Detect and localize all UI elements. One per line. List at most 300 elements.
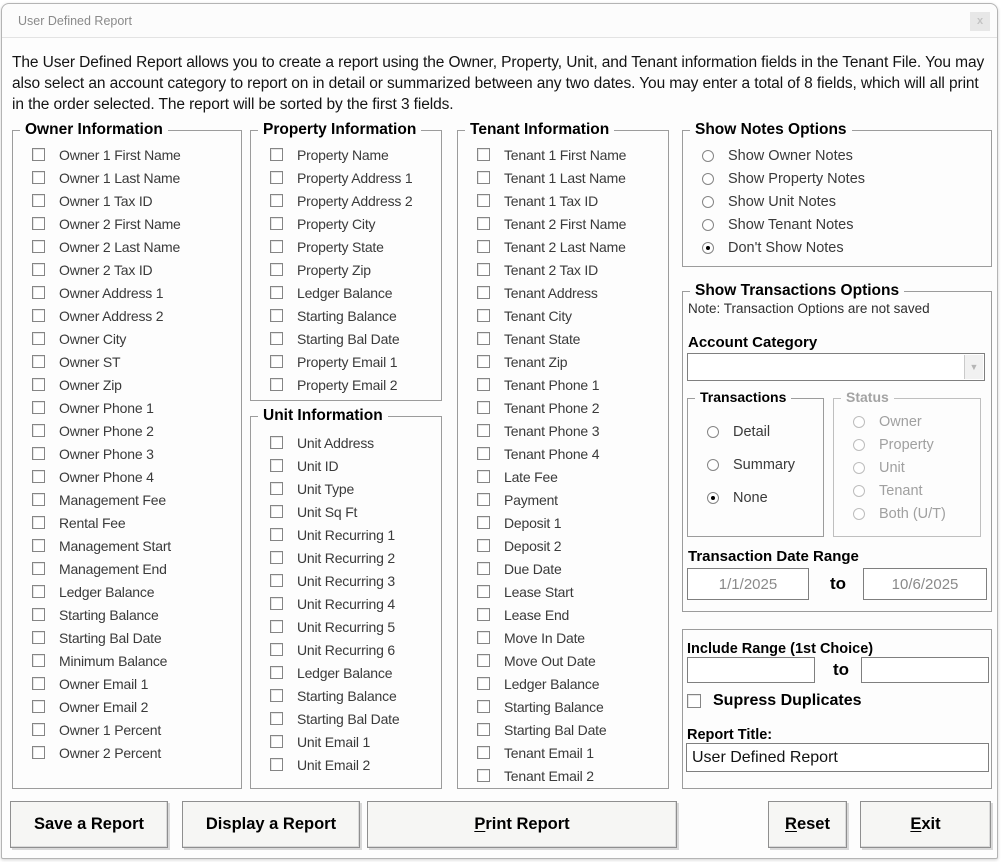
- radio-row[interactable]: [688, 448, 823, 481]
- radio-button[interactable]: [707, 426, 719, 438]
- checkbox-row[interactable]: [251, 569, 441, 592]
- checkbox[interactable]: [477, 378, 490, 391]
- checkbox[interactable]: [270, 551, 283, 564]
- checkbox-label: Late Fee: [504, 468, 558, 485]
- checkbox-row[interactable]: [251, 235, 441, 258]
- checkbox[interactable]: [270, 689, 283, 702]
- checkbox-row[interactable]: [458, 488, 668, 511]
- checkbox-row[interactable]: [458, 764, 668, 787]
- checkbox-label: Unit Recurring 5: [297, 618, 395, 635]
- checkbox-label: Owner Email 1: [59, 675, 149, 692]
- checkbox[interactable]: [477, 539, 490, 552]
- checkbox-row[interactable]: [251, 546, 441, 569]
- checkbox-label: Property Address 2: [297, 192, 413, 209]
- checkbox-row[interactable]: [13, 166, 241, 189]
- checkbox-row[interactable]: [458, 166, 668, 189]
- supress-duplicates-checkbox[interactable]: [687, 694, 701, 708]
- checkbox[interactable]: [32, 401, 45, 414]
- checkbox[interactable]: [477, 424, 490, 437]
- checkbox[interactable]: [477, 309, 490, 322]
- checkbox-label: Unit Email 1: [297, 733, 371, 750]
- account-category-select[interactable]: [687, 353, 985, 381]
- checkbox-row[interactable]: [458, 718, 668, 741]
- checkbox[interactable]: [270, 459, 283, 472]
- checkbox[interactable]: [32, 286, 45, 299]
- checkbox-label: Unit Email 2: [297, 756, 371, 773]
- checkbox-row[interactable]: [251, 281, 441, 304]
- checkbox[interactable]: [477, 194, 490, 207]
- checkbox-label: Tenant Email 2: [504, 767, 594, 784]
- radio-row[interactable]: [688, 481, 823, 514]
- supress-duplicates-row[interactable]: [687, 692, 862, 710]
- checkbox-row[interactable]: [458, 603, 668, 626]
- status-radio-list: [834, 410, 980, 525]
- reset-button[interactable]: R eset: [768, 801, 847, 848]
- checkbox-label: Unit Recurring 6: [297, 641, 395, 658]
- checkbox[interactable]: [32, 700, 45, 713]
- checkbox-label: Starting Balance: [297, 687, 397, 704]
- checkbox[interactable]: [270, 148, 283, 161]
- checkbox-label: Management Fee: [59, 491, 166, 508]
- checkbox-row[interactable]: [13, 258, 241, 281]
- checkbox-row[interactable]: [13, 649, 241, 672]
- checkbox[interactable]: [32, 309, 45, 322]
- checkbox-row[interactable]: [458, 143, 668, 166]
- checkbox-label: Tenant Email 1: [504, 744, 594, 761]
- chevron-down-icon[interactable]: ▼: [964, 355, 983, 379]
- show-transactions-options-title: Show Transactions Options: [690, 282, 904, 300]
- checkbox[interactable]: [270, 217, 283, 230]
- radio-row[interactable]: [683, 236, 991, 259]
- radio-button[interactable]: [707, 459, 719, 471]
- radio-button[interactable]: [702, 196, 714, 208]
- checkbox-row[interactable]: [13, 235, 241, 258]
- checkbox[interactable]: [32, 539, 45, 552]
- checkbox-label: Due Date: [504, 560, 562, 577]
- tenant-checkbox-list: [458, 143, 668, 787]
- owner-information-group: [12, 121, 242, 789]
- checkbox-row[interactable]: [458, 281, 668, 304]
- checkbox[interactable]: [32, 516, 45, 529]
- checkbox-label: Owner Phone 4: [59, 468, 154, 485]
- checkbox[interactable]: [477, 148, 490, 161]
- transactions-radio-list: [688, 415, 823, 514]
- checkbox[interactable]: [477, 355, 490, 368]
- checkbox[interactable]: [477, 769, 490, 782]
- checkbox-row[interactable]: [251, 500, 441, 523]
- exit-button[interactable]: E xit: [860, 801, 991, 848]
- transactions-subgroup-title: Transactions: [695, 389, 791, 405]
- radio-label: Show Unit Notes: [728, 193, 836, 210]
- radio-button: [853, 462, 865, 474]
- checkbox-row[interactable]: [458, 350, 668, 373]
- checkbox[interactable]: [32, 631, 45, 644]
- checkbox-row[interactable]: [251, 431, 441, 454]
- checkbox-row[interactable]: [458, 626, 668, 649]
- checkbox[interactable]: [270, 240, 283, 253]
- radio-button: [853, 416, 865, 428]
- checkbox-label: Owner Email 2: [59, 698, 149, 715]
- checkbox-label: Tenant 2 First Name: [504, 215, 627, 232]
- checkbox-row[interactable]: [458, 419, 668, 442]
- checkbox-label: Unit Recurring 3: [297, 572, 395, 589]
- checkbox-row[interactable]: [13, 488, 241, 511]
- checkbox[interactable]: [477, 677, 490, 690]
- checkbox[interactable]: [270, 194, 283, 207]
- checkbox-label: Owner Zip: [59, 376, 122, 393]
- checkbox-row[interactable]: [458, 189, 668, 212]
- checkbox[interactable]: [270, 171, 283, 184]
- checkbox[interactable]: [270, 666, 283, 679]
- checkbox[interactable]: [270, 528, 283, 541]
- checkbox[interactable]: [32, 424, 45, 437]
- radio-row[interactable]: [683, 213, 991, 236]
- checkbox-row[interactable]: [458, 649, 668, 672]
- checkbox-row[interactable]: [13, 626, 241, 649]
- tenant-information-title: Tenant Information: [465, 121, 614, 139]
- dialog-window: [1, 3, 998, 859]
- checkbox[interactable]: [477, 700, 490, 713]
- checkbox-row[interactable]: [13, 741, 241, 764]
- checkbox[interactable]: [270, 620, 283, 633]
- checkbox[interactable]: [32, 332, 45, 345]
- checkbox-label: Tenant Phone 1: [504, 376, 600, 393]
- checkbox-row[interactable]: [13, 603, 241, 626]
- checkbox[interactable]: [477, 585, 490, 598]
- checkbox-row[interactable]: [251, 327, 441, 350]
- checkbox[interactable]: [270, 332, 283, 345]
- checkbox[interactable]: [477, 286, 490, 299]
- checkbox[interactable]: [477, 171, 490, 184]
- owner-information-title: Owner Information: [20, 121, 168, 139]
- date-to-input[interactable]: [863, 568, 987, 600]
- checkbox-row[interactable]: [13, 189, 241, 212]
- radio-label: Unit: [879, 459, 905, 476]
- checkbox[interactable]: [477, 470, 490, 483]
- checkbox[interactable]: [477, 562, 490, 575]
- checkbox-label: Deposit 2: [504, 537, 562, 554]
- checkbox-row[interactable]: [251, 258, 441, 281]
- radio-row: [834, 479, 980, 502]
- checkbox-label: Unit Type: [297, 480, 355, 497]
- unit-checkbox-list: [251, 431, 441, 776]
- checkbox[interactable]: [270, 482, 283, 495]
- date-to-label: to: [830, 574, 847, 593]
- radio-row[interactable]: [688, 415, 823, 448]
- checkbox-label: Property Zip: [297, 261, 371, 278]
- checkbox-row[interactable]: [458, 741, 668, 764]
- checkbox[interactable]: [477, 493, 490, 506]
- checkbox[interactable]: [32, 378, 45, 391]
- unit-information-group: [250, 407, 442, 789]
- checkbox[interactable]: [477, 746, 490, 759]
- radio-row[interactable]: [683, 190, 991, 213]
- checkbox-row[interactable]: [13, 327, 241, 350]
- radio-label: Tenant: [879, 482, 923, 499]
- checkbox-label: Ledger Balance: [59, 583, 155, 600]
- checkbox-row[interactable]: [251, 166, 441, 189]
- radio-button: [853, 485, 865, 497]
- radio-row[interactable]: [683, 167, 991, 190]
- dialog-description: The User Defined Report allows you to create a report using the Owner, Property, Unit, and Tenant information fields in the Tenant File. You may also select an account category to report on in detail or summarized between any two dates. You may enter a total of 8 fields, which will all print in the order selected. The report will be sorted by the first 3 fields.: [12, 54, 985, 113]
- checkbox[interactable]: [270, 643, 283, 656]
- checkbox[interactable]: [270, 505, 283, 518]
- checkbox-label: Tenant Zip: [504, 353, 568, 370]
- status-subgroup: [833, 389, 981, 537]
- checkbox[interactable]: [32, 677, 45, 690]
- checkbox-label: Starting Bal Date: [297, 330, 400, 347]
- checkbox[interactable]: [32, 217, 45, 230]
- checkbox-label: Tenant 2 Last Name: [504, 238, 626, 255]
- checkbox-label: Property Email 2: [297, 376, 398, 393]
- save-a-report-button[interactable]: Save a Report: [10, 801, 168, 848]
- checkbox-row[interactable]: [13, 557, 241, 580]
- checkbox-row[interactable]: [13, 143, 241, 166]
- checkbox-label: Starting Balance: [504, 698, 604, 715]
- checkbox-row[interactable]: [251, 454, 441, 477]
- checkbox-label: Tenant City: [504, 307, 572, 324]
- date-from-input[interactable]: [687, 568, 809, 600]
- checkbox-row[interactable]: [13, 511, 241, 534]
- radio-button[interactable]: [702, 150, 714, 162]
- checkbox-row[interactable]: [13, 396, 241, 419]
- supress-duplicates-label: Supress Duplicates: [713, 692, 862, 709]
- tenant-information-group: [457, 121, 669, 789]
- checkbox-row[interactable]: [251, 304, 441, 327]
- checkbox[interactable]: [477, 447, 490, 460]
- checkbox[interactable]: [270, 758, 283, 771]
- checkbox[interactable]: [477, 217, 490, 230]
- checkbox-label: Unit ID: [297, 457, 339, 474]
- checkbox-row[interactable]: [251, 189, 441, 212]
- radio-button[interactable]: [707, 492, 719, 504]
- owner-checkbox-list: [13, 143, 241, 764]
- checkbox[interactable]: [32, 608, 45, 621]
- checkbox-label: Owner Address 2: [59, 307, 164, 324]
- radio-button: [853, 439, 865, 451]
- checkbox-label: Deposit 1: [504, 514, 562, 531]
- property-checkbox-list: [251, 143, 441, 396]
- checkbox-label: Payment: [504, 491, 558, 508]
- checkbox[interactable]: [477, 332, 490, 345]
- checkbox-row[interactable]: [13, 281, 241, 304]
- checkbox-label: Tenant 1 Last Name: [504, 169, 626, 186]
- checkbox-row[interactable]: [13, 695, 241, 718]
- include-range-label: Include Range (1st Choice): [687, 641, 874, 657]
- checkbox-row[interactable]: [13, 718, 241, 741]
- checkbox-label: Unit Recurring 2: [297, 549, 395, 566]
- radio-label: None: [733, 489, 768, 506]
- checkbox-label: Unit Recurring 1: [297, 526, 395, 543]
- report-options-box: [682, 629, 992, 789]
- checkbox-label: Tenant Phone 2: [504, 399, 600, 416]
- transaction-date-range-label: Transaction Date Range: [688, 548, 859, 565]
- checkbox-row[interactable]: [251, 477, 441, 500]
- checkbox-row[interactable]: [458, 465, 668, 488]
- radio-button[interactable]: [702, 173, 714, 185]
- checkbox-label: Owner 2 Tax ID: [59, 261, 153, 278]
- checkbox-label: Ledger Balance: [297, 664, 393, 681]
- checkbox-label: Starting Bal Date: [59, 629, 162, 646]
- checkbox[interactable]: [477, 631, 490, 644]
- radio-row: [834, 433, 980, 456]
- checkbox-row[interactable]: [13, 442, 241, 465]
- checkbox-row[interactable]: [458, 327, 668, 350]
- checkbox[interactable]: [32, 585, 45, 598]
- radio-button[interactable]: [702, 242, 714, 254]
- checkbox[interactable]: [32, 194, 45, 207]
- close-icon[interactable]: x: [970, 12, 990, 31]
- include-range-from-input[interactable]: [687, 657, 815, 683]
- checkbox-row[interactable]: [13, 580, 241, 603]
- checkbox-row[interactable]: [458, 442, 668, 465]
- checkbox[interactable]: [477, 401, 490, 414]
- radio-label: Both (U/T): [879, 505, 946, 522]
- checkbox-row[interactable]: [251, 615, 441, 638]
- checkbox-row[interactable]: [458, 373, 668, 396]
- transactions-subgroup: [687, 389, 824, 537]
- checkbox-label: Unit Address: [297, 434, 374, 451]
- checkbox-row[interactable]: [458, 557, 668, 580]
- checkbox-label: Tenant 1 First Name: [504, 146, 627, 163]
- checkbox[interactable]: [477, 516, 490, 529]
- checkbox[interactable]: [32, 171, 45, 184]
- checkbox[interactable]: [270, 712, 283, 725]
- include-range-to-label: to: [833, 660, 850, 679]
- checkbox[interactable]: [477, 654, 490, 667]
- checkbox-label: Ledger Balance: [297, 284, 393, 301]
- checkbox-label: Starting Bal Date: [297, 710, 400, 727]
- report-title-label: Report Title:: [687, 727, 773, 743]
- checkbox-label: Management Start: [59, 537, 171, 554]
- checkbox[interactable]: [270, 574, 283, 587]
- checkbox-row[interactable]: [458, 580, 668, 603]
- checkbox-row[interactable]: [13, 419, 241, 442]
- checkbox-row[interactable]: [13, 212, 241, 235]
- checkbox[interactable]: [32, 355, 45, 368]
- checkbox-row[interactable]: [251, 707, 441, 730]
- checkbox[interactable]: [32, 447, 45, 460]
- checkbox[interactable]: [477, 263, 490, 276]
- checkbox[interactable]: [477, 240, 490, 253]
- checkbox-label: Property City: [297, 215, 376, 232]
- checkbox[interactable]: [270, 735, 283, 748]
- checkbox[interactable]: [270, 263, 283, 276]
- checkbox[interactable]: [270, 378, 283, 391]
- checkbox-row[interactable]: [251, 730, 441, 753]
- checkbox-row[interactable]: [458, 396, 668, 419]
- checkbox-row[interactable]: [13, 350, 241, 373]
- checkbox-label: Owner Phone 3: [59, 445, 154, 462]
- checkbox-row[interactable]: [251, 684, 441, 707]
- checkbox-row[interactable]: [458, 511, 668, 534]
- checkbox-label: Property Email 1: [297, 353, 398, 370]
- account-category-label: Account Category: [688, 334, 818, 351]
- checkbox-row[interactable]: [13, 373, 241, 396]
- checkbox[interactable]: [270, 597, 283, 610]
- checkbox[interactable]: [477, 608, 490, 621]
- show-transactions-options-group: [682, 282, 992, 612]
- show-notes-options-group: [682, 121, 992, 267]
- checkbox[interactable]: [270, 286, 283, 299]
- checkbox-label: Owner 1 Tax ID: [59, 192, 153, 209]
- checkbox[interactable]: [32, 263, 45, 276]
- checkbox[interactable]: [32, 562, 45, 575]
- checkbox-row[interactable]: [458, 672, 668, 695]
- checkbox-label: Owner 1 Last Name: [59, 169, 181, 186]
- window-title: User Defined Report: [18, 14, 132, 28]
- title-bar: [2, 4, 997, 38]
- checkbox-row[interactable]: [458, 695, 668, 718]
- checkbox-label: Starting Bal Date: [504, 721, 607, 738]
- checkbox-label: Owner 1 Percent: [59, 721, 162, 738]
- checkbox-row[interactable]: [458, 534, 668, 557]
- checkbox-label: Unit Recurring 4: [297, 595, 395, 612]
- checkbox-row[interactable]: [13, 304, 241, 327]
- checkbox[interactable]: [32, 493, 45, 506]
- checkbox-label: Property Name: [297, 146, 389, 163]
- checkbox-row[interactable]: [251, 592, 441, 615]
- radio-button[interactable]: [702, 219, 714, 231]
- checkbox-label: Property Address 1: [297, 169, 413, 186]
- checkbox-row[interactable]: [251, 523, 441, 546]
- radio-label: Owner: [879, 413, 922, 430]
- checkbox-row[interactable]: [458, 212, 668, 235]
- checkbox[interactable]: [32, 148, 45, 161]
- checkbox-row[interactable]: [251, 638, 441, 661]
- checkbox-label: Move In Date: [504, 629, 585, 646]
- checkbox-row[interactable]: [251, 350, 441, 373]
- checkbox-row[interactable]: [458, 235, 668, 258]
- checkbox[interactable]: [477, 723, 490, 736]
- print-report-button[interactable]: P rint Report: [367, 801, 677, 848]
- checkbox-label: Move Out Date: [504, 652, 596, 669]
- checkbox-label: Owner 2 Percent: [59, 744, 162, 761]
- checkbox-row[interactable]: [458, 258, 668, 281]
- transactions-note: Note: Transaction Options are not saved: [688, 301, 930, 316]
- include-range-to-input[interactable]: [861, 657, 989, 683]
- radio-label: Summary: [733, 456, 796, 473]
- checkbox-label: Starting Balance: [297, 307, 397, 324]
- status-subgroup-title: Status: [841, 389, 894, 405]
- checkbox-label: Tenant Phone 3: [504, 422, 600, 439]
- checkbox-row[interactable]: [251, 661, 441, 684]
- checkbox[interactable]: [270, 355, 283, 368]
- radio-row[interactable]: [683, 144, 991, 167]
- report-title-input[interactable]: [686, 743, 989, 772]
- checkbox[interactable]: [32, 746, 45, 759]
- checkbox[interactable]: [270, 436, 283, 449]
- checkbox-row[interactable]: [13, 672, 241, 695]
- radio-row: [834, 410, 980, 433]
- checkbox[interactable]: [32, 654, 45, 667]
- checkbox-row[interactable]: [458, 304, 668, 327]
- checkbox-row[interactable]: [13, 534, 241, 557]
- checkbox-row[interactable]: [251, 753, 441, 776]
- display-a-report-button[interactable]: Display a Report: [182, 801, 360, 848]
- checkbox[interactable]: [32, 723, 45, 736]
- checkbox[interactable]: [32, 240, 45, 253]
- checkbox-row[interactable]: [251, 143, 441, 166]
- show-notes-radio-list: [683, 144, 991, 259]
- checkbox-label: Management End: [59, 560, 167, 577]
- checkbox-row[interactable]: [251, 212, 441, 235]
- checkbox-label: Owner 2 First Name: [59, 215, 181, 232]
- checkbox-row[interactable]: [13, 465, 241, 488]
- checkbox-row[interactable]: [251, 373, 441, 396]
- checkbox[interactable]: [270, 309, 283, 322]
- checkbox[interactable]: [32, 470, 45, 483]
